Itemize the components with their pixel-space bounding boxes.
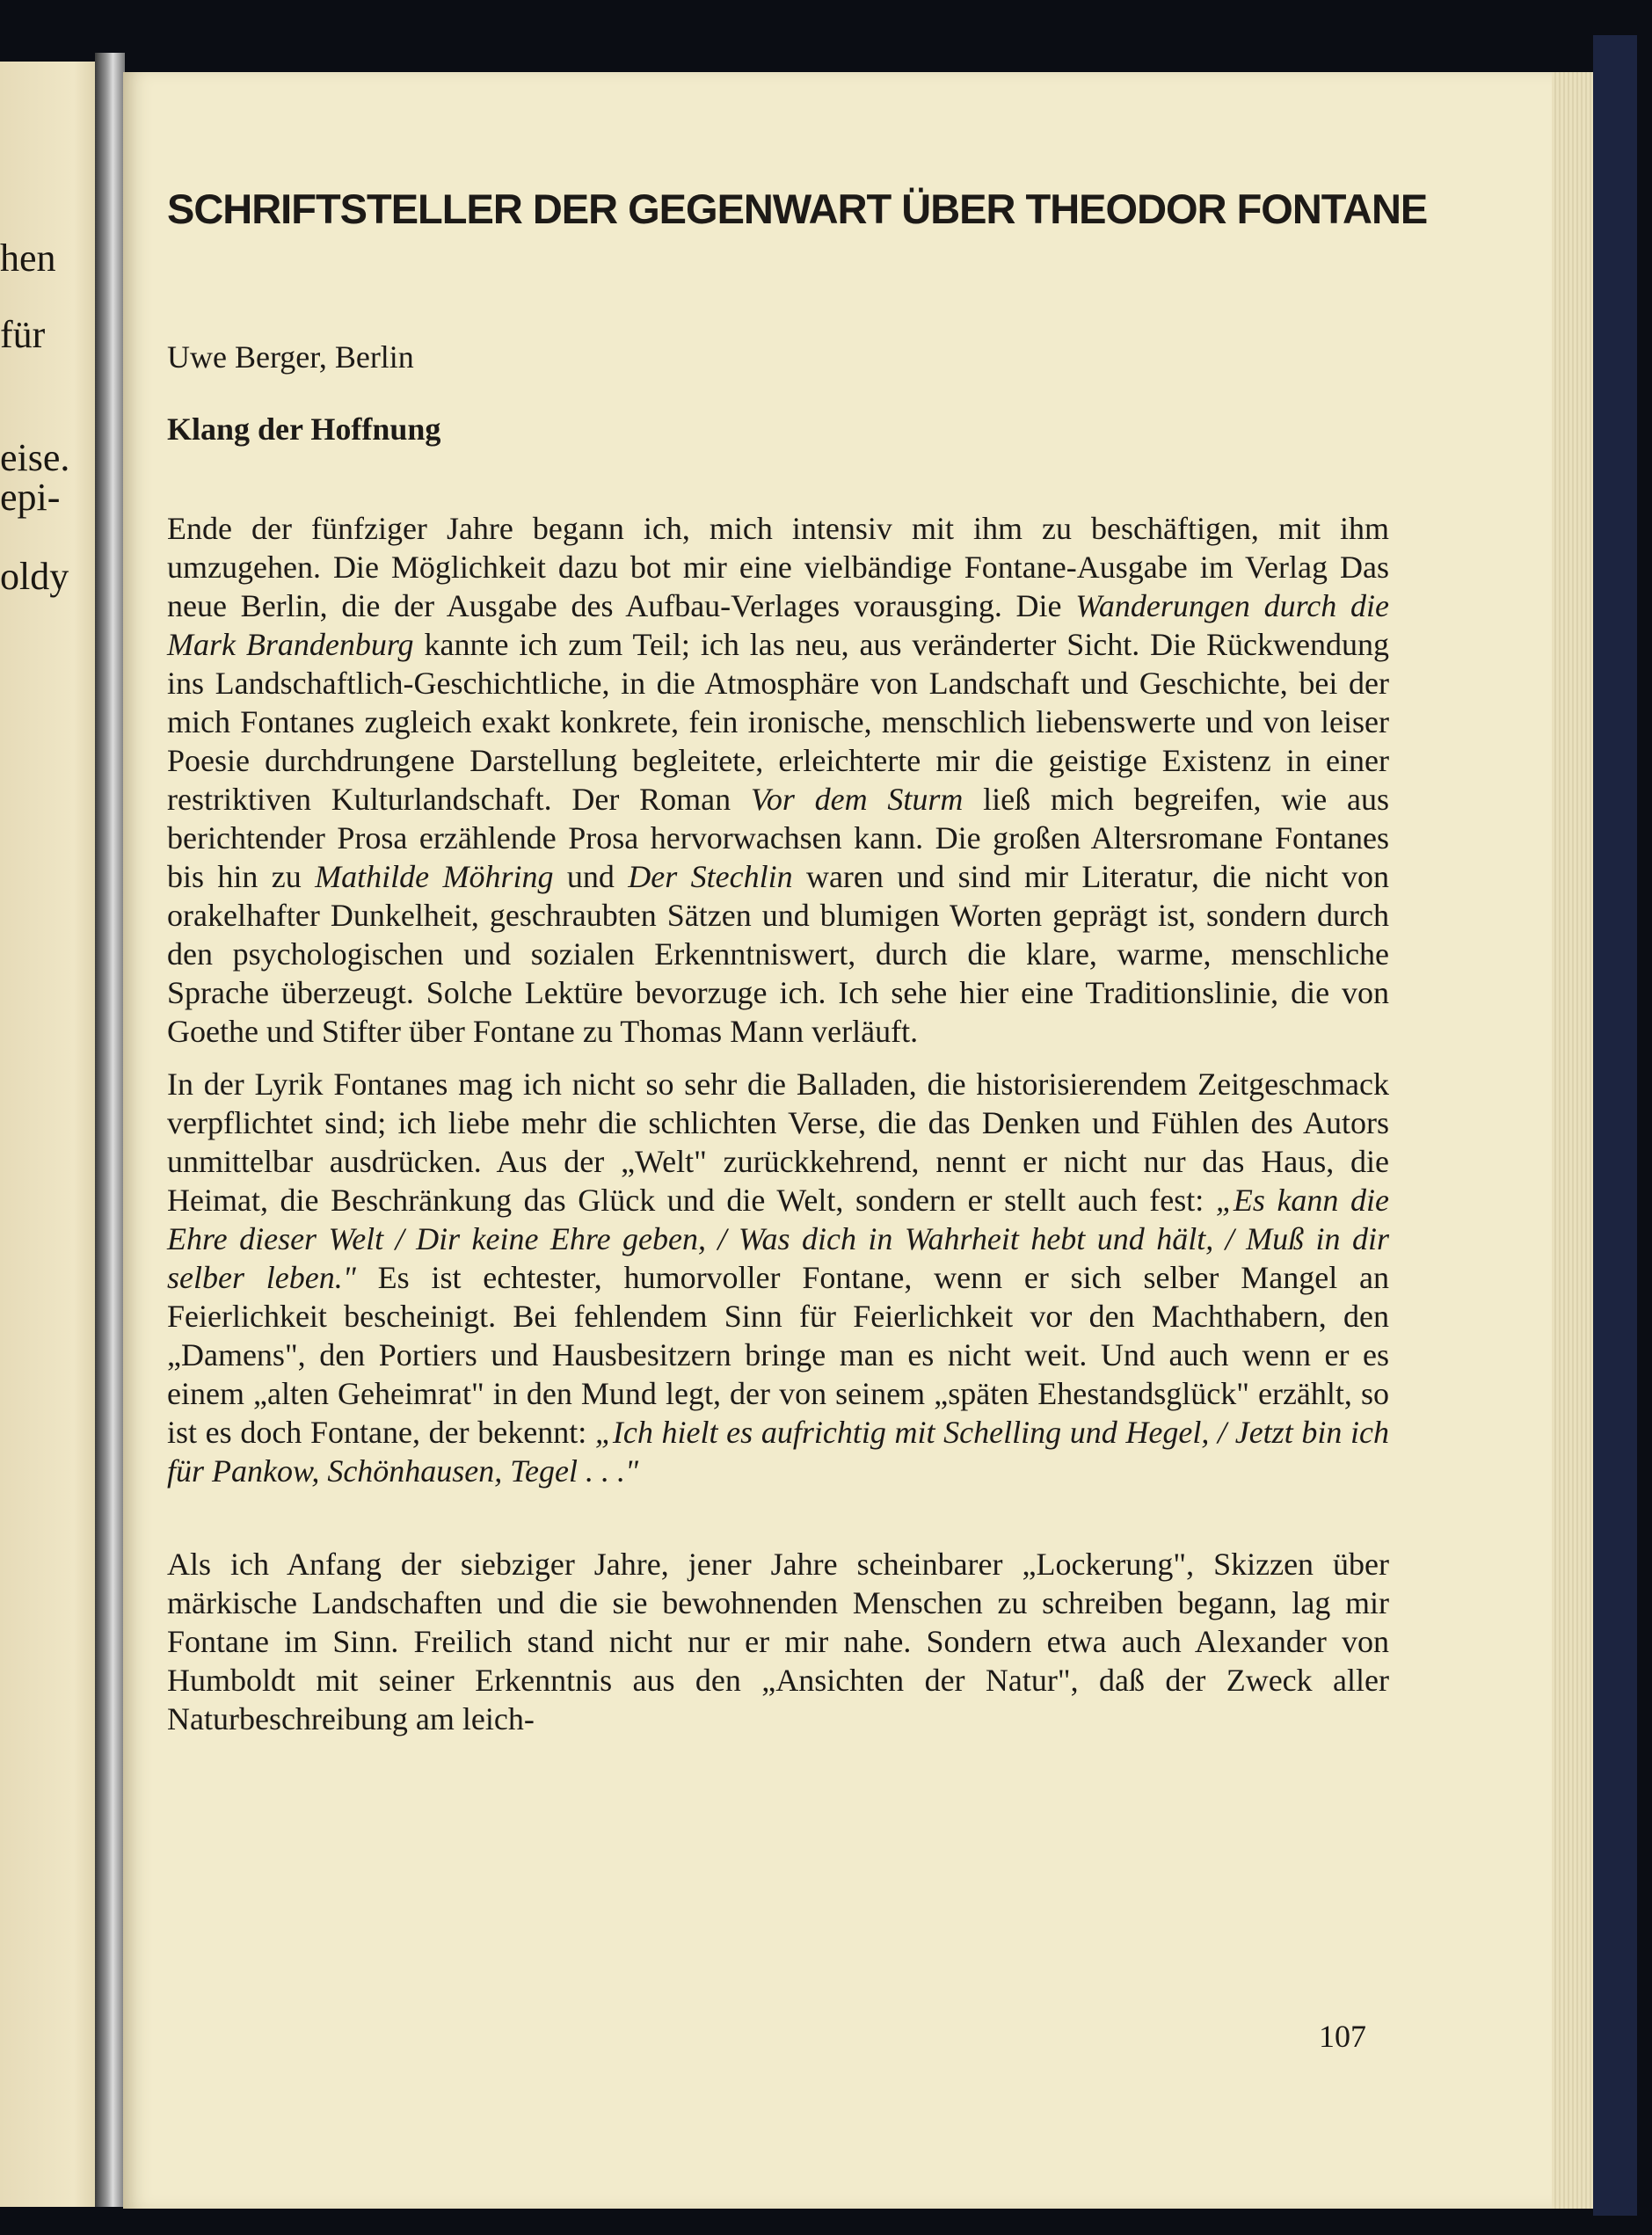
essay-body <box>167 509 1389 1738</box>
text-run: kannte ich zum Teil; ich las neu, aus veränderter Sicht. Die Rückwendung ins Landschaftlich-Geschichtliche, in die Atmosphäre von Landschaft und Geschichte, bei der mich Fontanes zugleich exakt konkrete, fein ironische, menschlich liebenswerte und von leiser Poesie durchdrungene Darstellung begleitete, erleichterte mir die geistige Existenz in einer restriktiven Kulturlandschaft. Der Roman <box>167 627 1389 817</box>
text-run: Ende der fünfziger Jahre begann ich, mich intensiv mit ihm zu beschäftigen, mit ihm umzugehen. Die Möglichkeit dazu bot mir eine vielbändige Fontane-Ausgabe im Verlag Das neue Berlin, die der Ausgabe des Aufbau-Verlages vorausging. Die <box>167 511 1389 623</box>
left-page-text-fragments <box>0 132 106 2154</box>
left-fragment: für <box>0 313 46 356</box>
left-fragment: eise. <box>0 436 70 479</box>
text-run: ließ mich begreifen, wie aus berichtender Prosa erzählende Prosa hervorwachsen kann. Die großen Altersromane Fontanes bis hin zu <box>167 782 1389 894</box>
book-cover <box>1593 35 1637 2216</box>
page-number: 107 <box>1319 2019 1366 2054</box>
left-fragment: oldy <box>0 555 69 598</box>
book-gutter <box>95 53 125 2207</box>
author-line: Uwe Berger, Berlin <box>167 339 414 375</box>
book-title: Wanderungen durch die Mark Brandenburg <box>167 588 1389 662</box>
left-fragment: epi- <box>0 476 61 519</box>
text-run: In der Lyrik Fontanes mag ich nicht so sehr die Balladen, die historisierendem Zeitgeschmack verpflichtet sind; ich liebe mehr die schlichten Verse, die das Denken und Fühlen des Autors unmittelbar ausdrücken. Aus der „Welt" zurückkehrend, nennt er nicht nur das Haus, die Heimat, die Beschränkung das Glück und die Welt, sondern er stellt auch fest: <box>167 1067 1389 1218</box>
essay-title: Klang der Hoffnung <box>167 411 441 447</box>
page-title: SCHRIFTSTELLER DER GEGENWART ÜBER THEODOR FONTANE <box>167 186 1428 232</box>
book-title: Vor dem Sturm <box>750 782 964 817</box>
text-run: Es ist echtester, humorvoller Fontane, wenn er sich selber Mangel an Feierlichkeit bescheinigt. Bei fehlendem Sinn für Feierlichkeit vor den Machthabern, den „Damens", den Portiers und Hausbesitzern bringe man es nicht weit. Und auch wenn er es einem „alten Geheimrat" in den Mund legt, der von seinem „späten Ehestandsglück" erzählt, so ist es doch Fontane, der bekennt: <box>167 1260 1389 1450</box>
text-run: waren und sind mir Literatur, die nicht von orakelhafter Dunkelheit, geschraubten Sätzen und blumigen Worten geprägt ist, sondern durch den psychologischen und sozialen Erkenntniswert, durch die klare, warme, menschliche Sprache überzeugt. Solche Lektüre bevorzuge ich. Ich sehe hier eine Traditionslinie, die von Goethe und Stifter über Fontane zu Thomas Mann verläuft. <box>167 859 1389 1049</box>
page-edges <box>1552 72 1596 2209</box>
page-content <box>167 185 1428 1752</box>
paragraph-3: Als ich Anfang der siebziger Jahre, jener Jahre scheinbarer „Lockerung", Skizzen über märkische Landschaften und die sie bewohnenden Menschen zu schreiben begann, lag mir Fontane im Sinn. Freilich stand nicht nur er mir nahe. Sondern etwa auch Alexander von Humboldt mit seiner Erkenntnis aus den „Ansichten der Natur", daß der Zweck aller Naturbeschreibung am leich- <box>167 1547 1389 1736</box>
book-title: Der Stechlin <box>628 859 793 894</box>
book-title: Mathilde Möhring <box>315 859 554 894</box>
quoted-verse: „Ich hielt es aufrichtig mit Schelling und Hegel, / Jetzt bin ich für Pankow, Schönhausen, Tegel . . ." <box>167 1415 1389 1489</box>
left-fragment: hen <box>0 237 56 280</box>
quoted-verse: „Es kann die Ehre dieser Welt / Dir keine Ehre geben, / Was dich in Wahrheit hebt und hält, / Muß in dir selber leben." <box>167 1183 1390 1295</box>
paragraph-2 <box>167 1065 1389 1490</box>
text-run: und <box>553 859 629 894</box>
paragraph-1 <box>167 509 1389 1051</box>
